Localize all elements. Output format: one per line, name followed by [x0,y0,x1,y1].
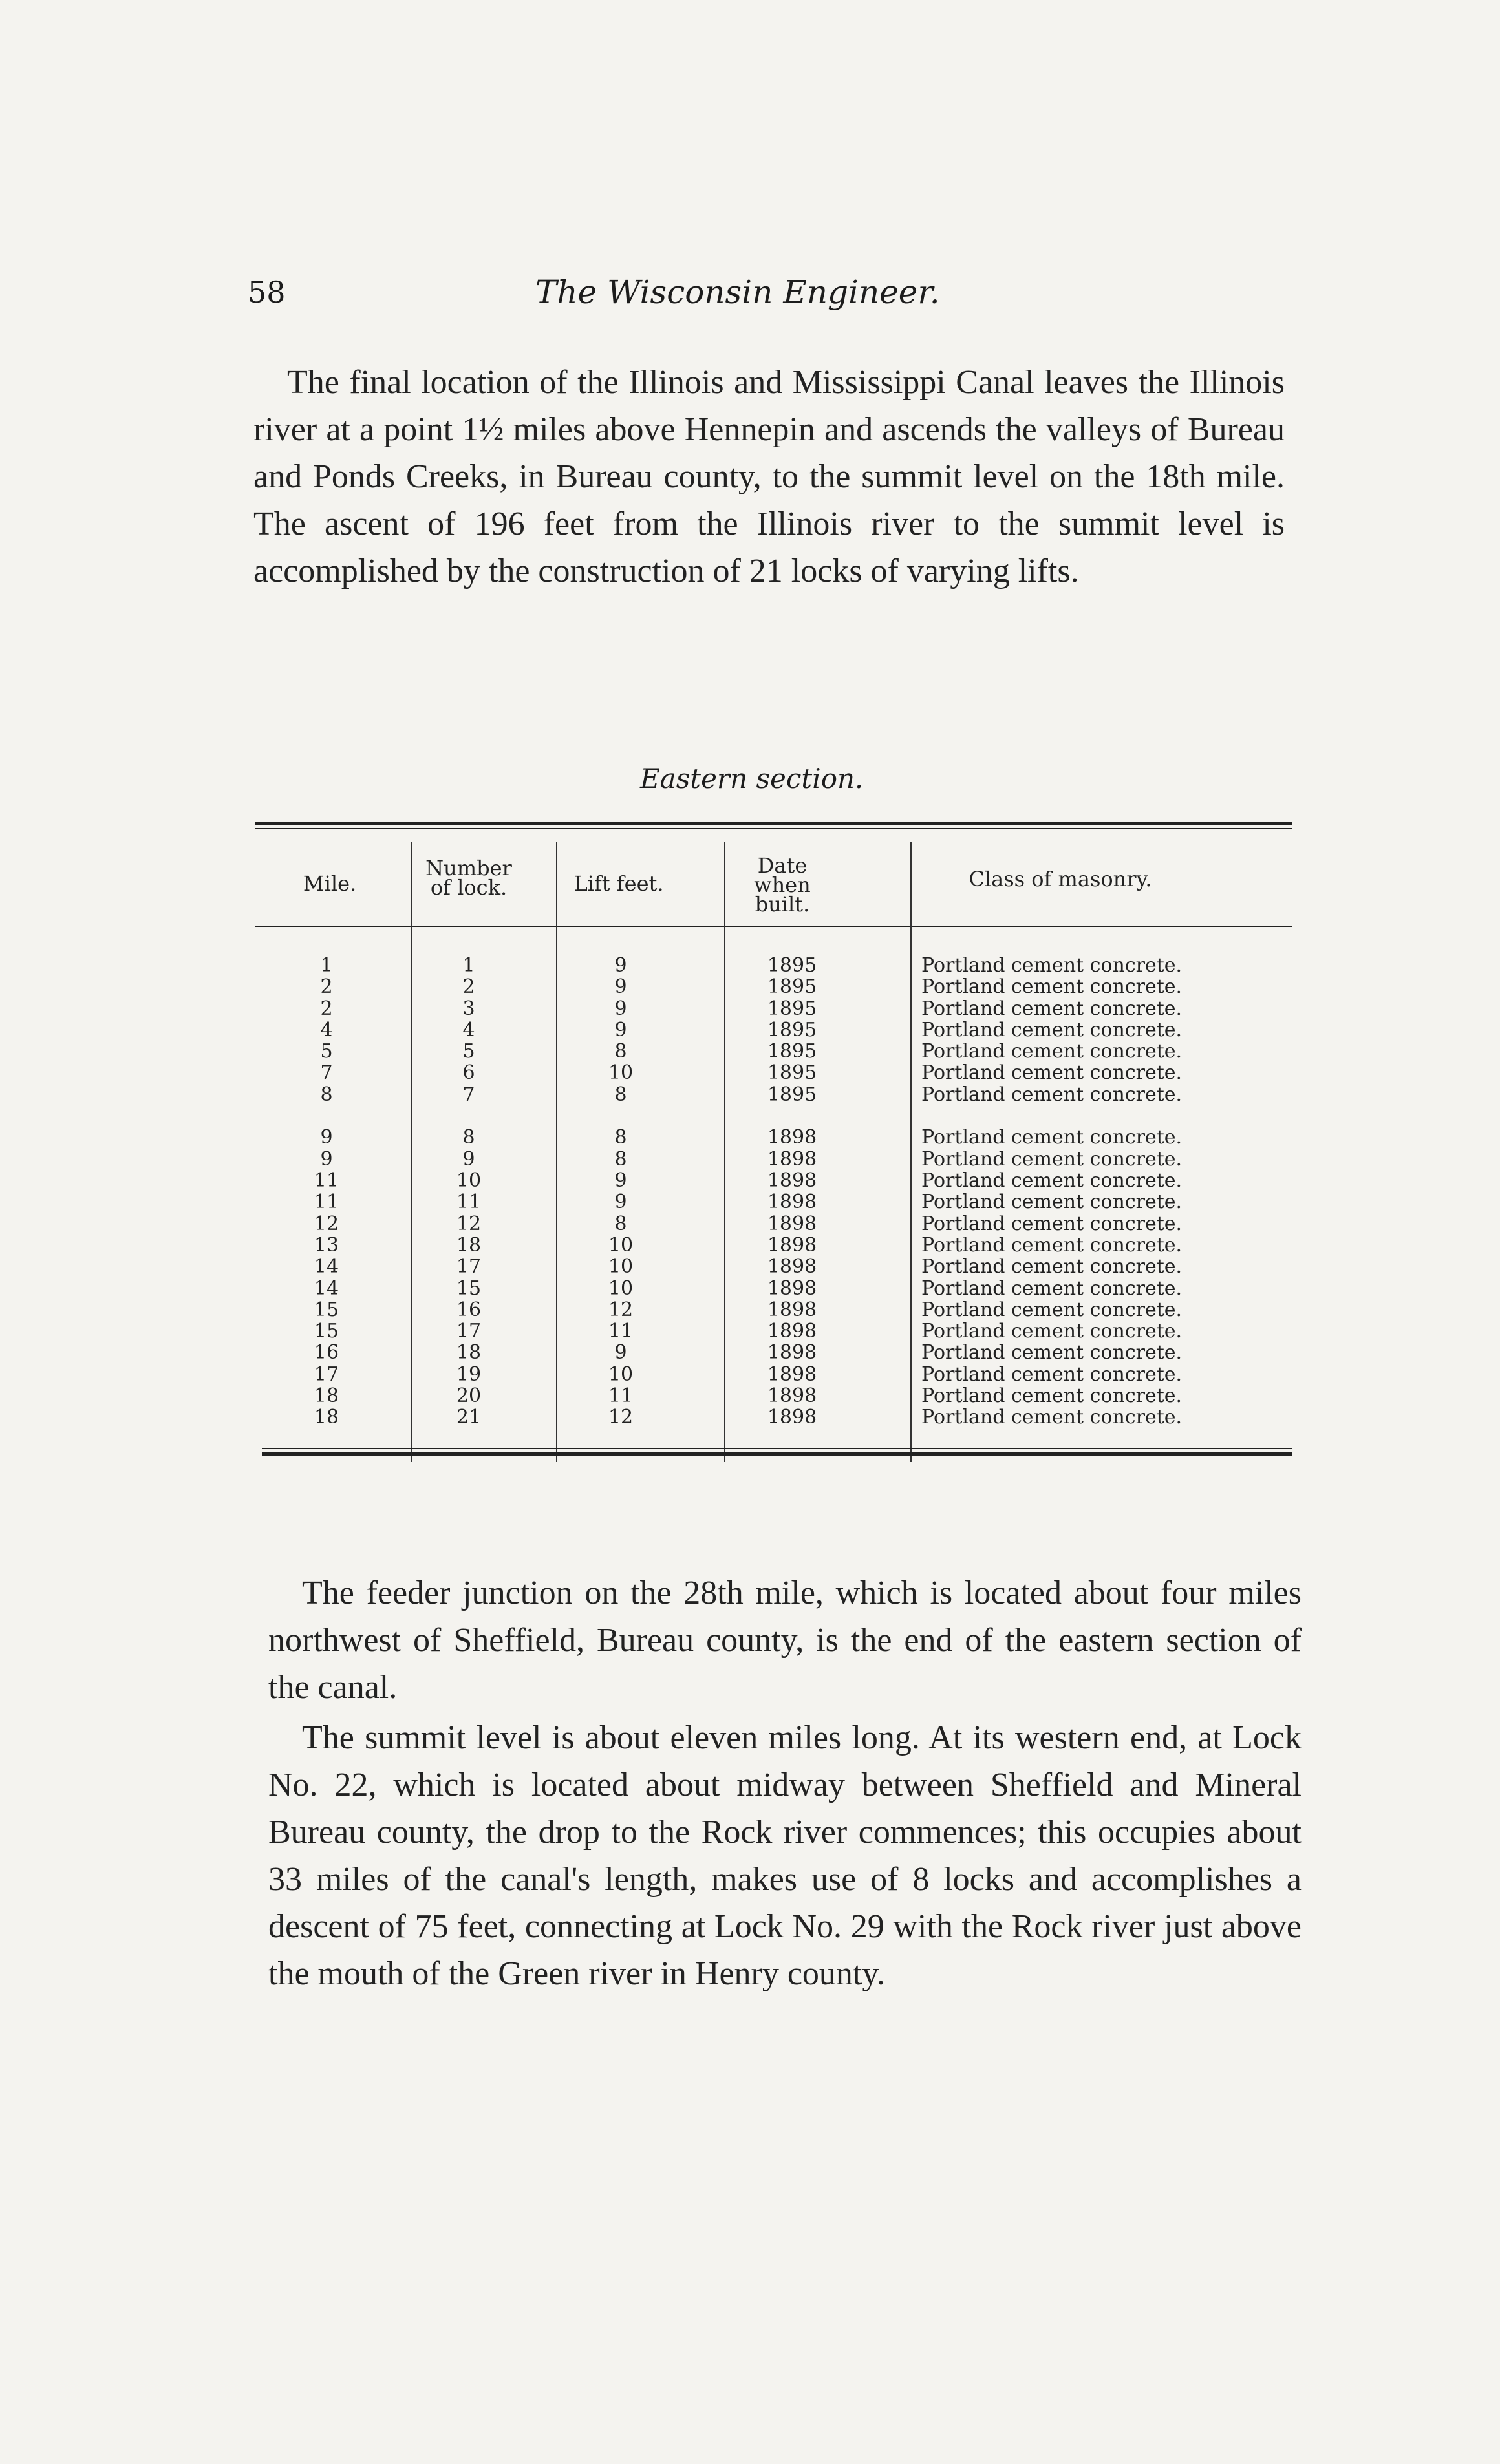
date-cell: 1895 [767,954,817,977]
date-cell: 1898 [767,1147,817,1171]
date-column [740,955,844,1428]
mile-cell: 8 [320,1083,333,1106]
mile-cell: 17 [314,1363,339,1386]
masonry-cell: Portland cement concrete. [921,1126,1183,1149]
header-mile: Mile. [303,871,357,896]
lock-cell: 8 [462,1126,475,1149]
row-gap [921,1105,1283,1127]
masonry-cell: Portland cement concrete. [921,975,1183,999]
row-gap [740,1105,844,1127]
masonry-cell: Portland cement concrete. [921,1363,1183,1386]
lock-cell: 2 [462,975,475,999]
mile-cell: 9 [320,1147,333,1171]
masonry-cell: Portland cement concrete. [921,1255,1183,1279]
col-divider-2 [556,842,557,1462]
running-head [248,275,1282,313]
row-gap [575,1105,666,1127]
date-cell: 1898 [767,1363,817,1386]
mile-cell: 13 [314,1233,339,1257]
date-cell: 1898 [767,1341,817,1365]
table-bottom-rule [262,1452,1292,1456]
lock-cell: 16 [456,1298,482,1321]
mile-cell: 7 [320,1061,333,1085]
row-gap [275,1105,378,1127]
locks-table [255,822,1292,1462]
date-cell: 1898 [767,1233,817,1257]
lift-cell: 9 [614,1191,627,1214]
lift-cell: 10 [608,1255,634,1279]
lock-cell: 1 [462,954,475,977]
lift-cell: 10 [608,1061,634,1085]
lift-cell: 12 [608,1298,634,1321]
lock-cell: 3 [462,997,475,1020]
date-cell: 1898 [767,1385,817,1408]
lock-cell: 7 [462,1083,475,1106]
table-top-rule-thin [255,828,1292,829]
lock-number-column [423,955,514,1428]
lock-cell: 15 [456,1277,482,1300]
date-cell: 1895 [767,1040,817,1063]
masonry-cell: Portland cement concrete. [921,1385,1183,1408]
lift-cell: 8 [614,1126,627,1149]
header-lock-number: Number of lock. [425,856,512,900]
masonry-cell: Portland cement concrete. [921,1191,1183,1214]
masonry-cell: Portland cement concrete. [921,1147,1183,1171]
date-cell: 1898 [767,1212,817,1235]
date-cell: 1895 [767,1061,817,1085]
lock-cell: 4 [462,1018,475,1041]
masonry-cell: Portland cement concrete. [921,1320,1183,1343]
mile-cell: 11 [314,1169,339,1193]
mile-cell: 18 [314,1406,339,1429]
date-cell: 1898 [767,1255,817,1279]
lock-cell: 20 [456,1385,482,1408]
masonry-cell: Portland cement concrete. [921,1040,1183,1063]
lift-cell: 10 [608,1363,634,1386]
mile-cell: 15 [314,1298,339,1321]
masonry-cell: Portland cement concrete. [921,1169,1183,1193]
table-bottom-rule-thin [262,1448,1292,1449]
masonry-cell: Portland cement concrete. [921,954,1183,977]
date-cell: 1895 [767,975,817,999]
lock-cell: 17 [456,1320,482,1343]
table-caption: Eastern section. [640,763,864,794]
date-cell: 1898 [767,1320,817,1343]
mile-cell: 15 [314,1320,339,1343]
lock-cell: 11 [456,1191,482,1214]
masonry-cell: Portland cement concrete. [921,1341,1183,1365]
lift-cell: 8 [614,1147,627,1171]
lift-cell: 9 [614,975,627,999]
date-cell: 1898 [767,1191,817,1214]
lift-cell: 8 [614,1212,627,1235]
page-number: 58 [248,275,286,310]
mile-cell: 14 [314,1277,339,1300]
lock-cell: 21 [456,1406,482,1429]
summit-paragraph: The summit level is about eleven miles long. At its western end, at Lock No. 22, which is located about midway between Sheffield and Mineral Bureau county, the drop to the Rock river commences; this occupies about 33 miles of the canal's length, makes use of 8 locks and accomplishes a descent of 75 feet, connecting at Lock No. 29 with the Rock river just above the mouth of the Green river in Henry county. [268,1719,1302,1992]
mile-cell: 2 [320,975,333,999]
lift-cell: 11 [608,1385,634,1408]
header-lift: Lift feet. [573,871,664,896]
date-cell: 1895 [767,1018,817,1041]
masonry-cell: Portland cement concrete. [921,997,1183,1020]
lift-column [575,955,666,1428]
masonry-cell: Portland cement concrete. [921,1083,1183,1106]
lift-cell: 8 [614,1083,627,1106]
mile-cell: 1 [320,954,333,977]
lift-cell: 10 [608,1277,634,1300]
date-cell: 1898 [767,1277,817,1300]
mile-cell: 18 [314,1385,339,1408]
lock-cell: 5 [462,1040,475,1063]
masonry-cell: Portland cement concrete. [921,1277,1183,1300]
lift-cell: 9 [614,1341,627,1365]
date-cell: 1898 [767,1169,817,1193]
lock-cell: 10 [456,1169,482,1193]
col-divider-3 [724,842,725,1462]
date-cell: 1898 [767,1298,817,1321]
col-divider-4 [910,842,912,1462]
mile-cell: 12 [314,1212,339,1235]
table-top-rule [255,822,1292,825]
lock-cell: 9 [462,1147,475,1171]
masonry-cell: Portland cement concrete. [921,1406,1183,1429]
date-cell: 1898 [767,1406,817,1429]
lift-cell: 8 [614,1040,627,1063]
lock-cell: 12 [456,1212,482,1235]
mile-cell: 2 [320,997,333,1020]
masonry-cell: Portland cement concrete. [921,1233,1183,1257]
lift-cell: 11 [608,1320,634,1343]
lift-cell: 10 [608,1233,634,1257]
journal-title: The Wisconsin Engineer. [535,273,940,311]
feeder-paragraph: The feeder junction on the 28th mile, which is located about four miles northwest of Sheffield, Bureau county, is the end of the eastern section of the canal. [268,1575,1302,1706]
header-date: Date when built. [754,853,811,917]
date-cell: 1895 [767,1083,817,1106]
lift-cell: 9 [614,1169,627,1193]
mile-cell: 9 [320,1126,333,1149]
intro-paragraph: The final location of the Illinois and Mississippi Canal leaves the Illinois river at a point 1½ miles above Hennepin and ascends the valleys of Bureau and Ponds Creeks, in Bureau county, to the summit level on the 18th mile. The ascent of 196 feet from the Illinois river to the summit level is accomplished by the construction of 21 locks of varying lifts. [253,364,1285,589]
lift-cell: 9 [614,954,627,977]
masonry-cell: Portland cement concrete. [921,1061,1183,1085]
mile-cell: 4 [320,1018,333,1041]
masonry-column [921,955,1283,1428]
mile-cell: 16 [314,1341,339,1365]
lock-cell: 19 [456,1363,482,1386]
lift-cell: 9 [614,1018,627,1041]
col-divider-1 [411,842,412,1462]
date-cell: 1898 [767,1126,817,1149]
mile-cell: 5 [320,1040,333,1063]
lock-cell: 18 [456,1233,482,1257]
mile-cell: 11 [314,1191,339,1214]
date-cell: 1895 [767,997,817,1020]
masonry-cell: Portland cement concrete. [921,1298,1183,1321]
mile-column [275,955,378,1428]
lock-cell: 18 [456,1341,482,1365]
header-masonry: Class of masonry. [969,867,1152,891]
mile-cell: 14 [314,1255,339,1279]
lift-cell: 12 [608,1406,634,1429]
masonry-cell: Portland cement concrete. [921,1212,1183,1235]
lift-cell: 9 [614,997,627,1020]
lock-cell: 17 [456,1255,482,1279]
lock-cell: 6 [462,1061,475,1085]
row-gap [423,1105,514,1127]
masonry-cell: Portland cement concrete. [921,1018,1183,1041]
